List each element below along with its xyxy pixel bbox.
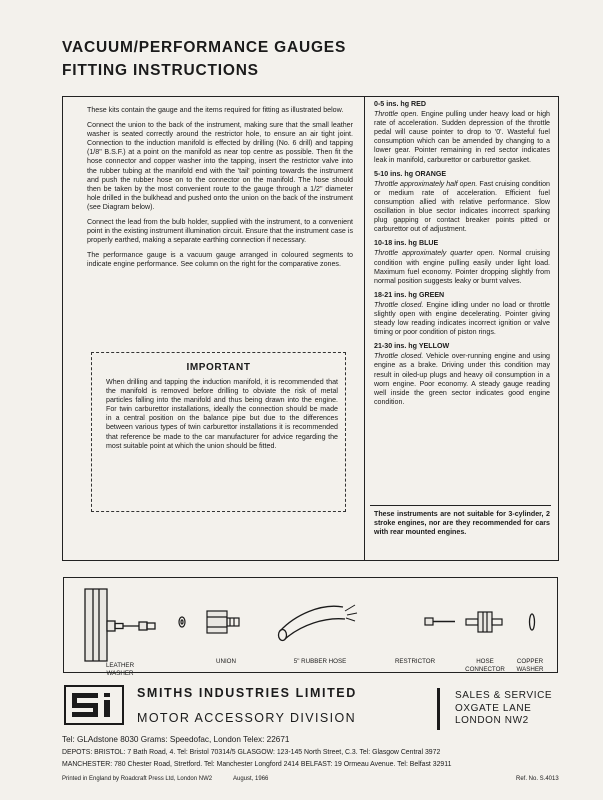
print-date: August, 1966 <box>233 776 269 782</box>
rubber-hose-icon <box>279 605 358 641</box>
sales-address <box>455 690 552 728</box>
gauge-icon <box>85 589 155 661</box>
label-restrictor: RESTRICTOR <box>394 658 436 665</box>
important-title: IMPORTANT <box>186 362 251 373</box>
zone-throttle: Throttle closed. <box>374 352 424 361</box>
zone-description: Normal cruising condition with engine pulling easily under light load. Maximum fuel economy. Pointer dropping slightly from normal position suggests leaky or burnt valves. <box>374 249 550 285</box>
leather-washer-icon <box>179 617 185 627</box>
zone-heading: 18-21 ins. hg GREEN <box>374 290 445 299</box>
restrictor-icon <box>425 618 455 625</box>
depots-line: DEPOTS: BRISTOL: 7 Bath Road, 4. Tel: Bristol 70314/5 GLASGOW: 123-145 North Street, C.3. Tel: Glasgow Central 3972 <box>62 749 441 756</box>
sales-line: SALES & SERVICE <box>455 690 553 701</box>
telephone-line: Tel: GLAdstone 8030 Grams: Speedofac, London Telex: 22671 <box>62 735 290 744</box>
zones-column <box>374 100 550 412</box>
zone-description: Engine idling under no load or throttle slightly open with engine decelerating. Pointer giving steady low reading indicates incorrect ignition or valve timing or poor condition of piston rings. <box>374 300 550 337</box>
zone-red <box>374 100 550 165</box>
suitability-note: These instruments are not suitable for 3-cylinder, 2 stroke engines, nor are they recommended for cars with rear mounted engines. <box>374 510 550 537</box>
instruction-paragraph: Connect the union to the back of the instrument, making sure that the small leather washer is seated correctly around the restrictor hole, to ensure an air tight joint. Connection to the induction manifold is effected by drilling (No. 6 drill) and tapping (1/8" B.S.F.) at a point on the manifold as near top centre as possible. Then fit the hose connector and copper washer into the tapping, insert the restrictor valve into the rubber tubing at the manifold end with the 'tail' pointing towards the instrument and push the rubber hose on to the connector on the manifold. The hose should then be taken by the most convenient route to the gauge through a 1/2" diameter hole drilled in the bulkhead and pushed onto the union on the back of the instrument (see Diagram below). <box>87 121 353 211</box>
important-text: When drilling and tapping the induction manifold, it is recommended that the manifold is removed before drilling to obviate the risk of metal particles falling into the manifold and thus being drawn into the engine. For twin carburettor installations, ideally the connection should be made in a central position on the balance pipe but due to the differences between various types of twin carburettor installations it is recommended that reference be made to the car manufacturer for advice regarding the most suitable point at which the union should be fitted. <box>106 378 338 450</box>
label-union: UNION <box>216 658 236 665</box>
depots-line: MANCHESTER: 780 Chester Road, Stretford. Tel: Manchester Longford 2414 BELFAST: 19 Ormeau Avenue. Tel: Belfast 32911 <box>62 761 452 768</box>
division-name: MOTOR ACCESSORY DIVISION <box>137 711 357 725</box>
copper-washer-icon <box>530 614 535 630</box>
printer-credit: Printed in England by Roadcraft Press Ltd, London NW2 <box>62 776 213 782</box>
zone-description: Fast cruising condition or medium rate of acceleration. Efficient fuel consumption allied with relative performance. Slow oscillation in blue sector indicates incorrect sparking plug gapping or contact breaker points pitted or carburettor out of adjustment. <box>374 179 550 234</box>
label-rubber-hose: 5" RUBBER HOSE <box>293 658 347 665</box>
zone-yellow <box>374 342 550 407</box>
title-line-1: VACUUM/PERFORMANCE GAUGES <box>62 39 347 56</box>
sales-line: LONDON NW2 <box>455 715 529 726</box>
zone-description: Vehicle over-running engine and using engine as a brake. Driving under this condition may result in oiled-up plugs and heavy oil consumption in a worn engine. Poor economy. A steady gauge reading well inside the green sector indicates good engine condition. <box>374 352 550 406</box>
label-hose-connector: HOSE CONNECTOR <box>465 658 505 673</box>
zone-blue <box>374 239 550 285</box>
zone-orange <box>374 170 550 235</box>
zone-heading: 5-10 ins. hg ORANGE <box>374 169 447 178</box>
instructions-column <box>87 106 353 276</box>
instruction-paragraph: These kits contain the gauge and the items required for fitting as illustrated below. <box>87 106 344 114</box>
zone-heading: 0-5 ins. hg RED <box>374 100 427 108</box>
union-icon <box>207 611 239 633</box>
reference-number: Ref. No. S.4013 <box>516 776 559 782</box>
hose-connector-icon <box>466 612 502 632</box>
zone-throttle: Throttle closed. <box>374 300 424 309</box>
label-copper-washer: COPPER WASHER <box>516 658 544 673</box>
label-leather-washer: LEATHER WASHER <box>105 662 135 677</box>
column-divider <box>364 96 365 561</box>
instruction-paragraph: Connect the lead from the bulb holder, supplied with the instrument, to a convenient point in the existing instrument illumination circuit. Ensure that the instrument case is properly earthed, making a separate earthing connection if necessary. <box>87 218 353 245</box>
title-line-2: FITTING INSTRUCTIONS <box>62 62 259 79</box>
zone-heading: 10-18 ins. hg BLUE <box>374 239 439 248</box>
zone-throttle: Throttle approximately half open. <box>374 179 478 188</box>
address-divider <box>437 688 440 730</box>
zone-throttle: Throttle open. <box>374 110 419 119</box>
instruction-paragraph: The performance gauge is a vacuum gauge arranged in coloured segments to indicate engine performance. See column on the right for the comparative zones. <box>87 251 353 269</box>
zone-green <box>374 291 550 337</box>
note-divider <box>370 505 551 506</box>
zone-description: Engine pulling under heavy load or high rate of acceleration. Sudden depression of the throttle pedal will cause pointer to drop to '0'. Wasteful fuel consumption which can be amended by changing to a lower gear. Pointer remaining in red sector indicates leak in manifold, carburettor or carburettor gasket. <box>374 110 550 164</box>
company-name: SMITHS INDUSTRIES LIMITED <box>137 686 357 700</box>
smiths-logo-icon <box>64 685 124 725</box>
zone-throttle: Throttle approximately quarter open. <box>374 249 495 258</box>
sales-line: OXGATE LANE <box>455 702 532 714</box>
zone-heading: 21-30 ins. hg YELLOW <box>374 342 450 351</box>
